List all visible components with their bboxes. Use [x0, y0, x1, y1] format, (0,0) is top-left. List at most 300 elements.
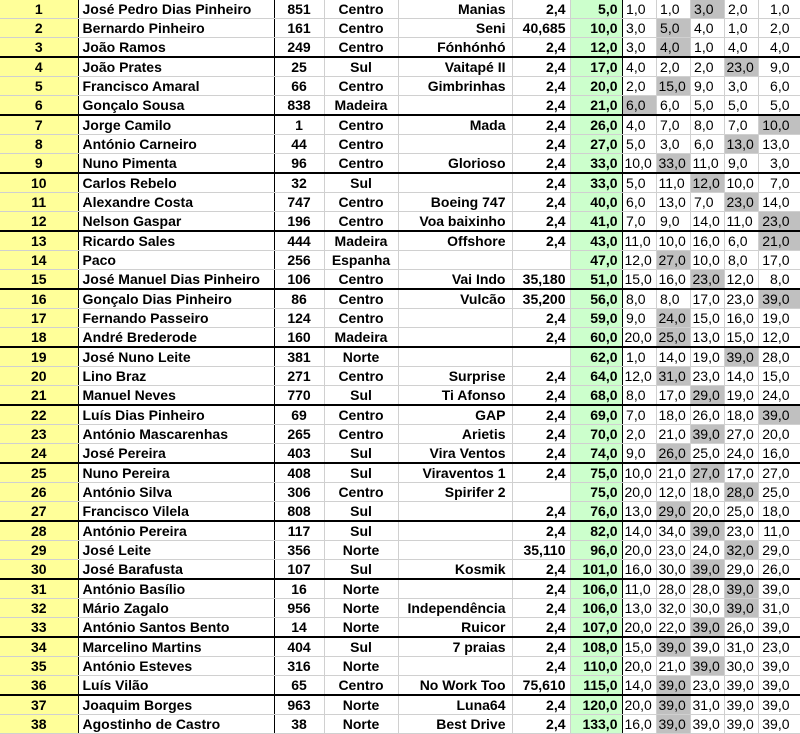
boat-name-cell: Voa baixinho — [398, 212, 512, 232]
race-score-cell: 29,0 — [724, 560, 758, 580]
race-score-cell: 7,0 — [622, 212, 656, 232]
boat-name-cell — [398, 135, 512, 154]
race-score-cell: 12,0 — [622, 251, 656, 270]
region-cell: Sul — [324, 560, 398, 580]
sailor-name-cell: Luís Dias Pinheiro — [78, 405, 274, 425]
race-score-cell: 39,0 — [724, 676, 758, 696]
rating-cell: 2,4 — [512, 135, 570, 154]
race-score-cell: 20,0 — [622, 541, 656, 560]
race-score-cell: 18,0 — [656, 405, 690, 425]
rating-cell: 2,4 — [512, 618, 570, 638]
sailor-name-cell: Paco — [78, 251, 274, 270]
race-score-cell: 9,0 — [622, 444, 656, 464]
boat-name-cell — [398, 521, 512, 541]
rating-cell: 2,4 — [512, 115, 570, 135]
race-score-cell: 5,0 — [622, 173, 656, 193]
sail-number-cell: 66 — [274, 77, 324, 96]
race-score-discarded: 6,0 — [622, 96, 656, 116]
race-score-cell: 9,0 — [724, 154, 758, 174]
race-score-discarded: 39,0 — [656, 676, 690, 696]
race-score-cell: 5,0 — [622, 135, 656, 154]
rating-cell: 2,4 — [512, 521, 570, 541]
race-score-cell: 28,0 — [690, 579, 724, 599]
total-points-cell: 120,0 — [570, 695, 622, 715]
region-cell: Centro — [324, 367, 398, 386]
race-score-discarded: 29,0 — [690, 386, 724, 406]
rating-cell: 2,4 — [512, 38, 570, 58]
race-score-cell: 25,0 — [758, 483, 800, 502]
total-points-cell: 74,0 — [570, 444, 622, 464]
race-score-cell: 31,0 — [724, 637, 758, 657]
race-score-cell: 11,0 — [690, 154, 724, 174]
boat-name-cell: Vira Ventos — [398, 444, 512, 464]
table-row — [0, 695, 800, 715]
race-score-cell: 26,0 — [690, 405, 724, 425]
race-score-cell: 8,0 — [690, 115, 724, 135]
region-cell: Norte — [324, 715, 398, 734]
race-score-cell: 7,0 — [622, 405, 656, 425]
table-row — [0, 0, 800, 19]
boat-name-cell: Boeing 747 — [398, 193, 512, 212]
sailor-name-cell: Bernardo Pinheiro — [78, 19, 274, 38]
race-score-cell: 19,0 — [724, 386, 758, 406]
table-row — [0, 173, 800, 193]
total-points-cell: 101,0 — [570, 560, 622, 580]
boat-name-cell: Manias — [398, 0, 512, 19]
race-score-cell: 4,0 — [690, 19, 724, 38]
table-row — [0, 251, 800, 270]
total-points-cell: 33,0 — [570, 173, 622, 193]
boat-name-cell — [398, 251, 512, 270]
rank-cell: 28 — [0, 521, 78, 541]
sail-number-cell: 96 — [274, 154, 324, 174]
boat-name-cell: Offshore — [398, 231, 512, 251]
race-score-cell: 39,0 — [724, 695, 758, 715]
region-cell: Norte — [324, 579, 398, 599]
boat-name-cell — [398, 541, 512, 560]
boat-name-cell — [398, 502, 512, 522]
rank-cell: 9 — [0, 154, 78, 174]
boat-name-cell: Vaitapé II — [398, 57, 512, 77]
sail-number-cell: 265 — [274, 425, 324, 444]
rank-cell: 27 — [0, 502, 78, 522]
race-score-discarded: 3,0 — [690, 0, 724, 19]
race-score-cell: 2,0 — [690, 57, 724, 77]
sail-number-cell: 38 — [274, 715, 324, 734]
race-score-cell: 18,0 — [690, 483, 724, 502]
race-score-discarded: 39,0 — [758, 289, 800, 309]
sailor-name-cell: António Basílio — [78, 579, 274, 599]
rating-cell: 2,4 — [512, 193, 570, 212]
race-score-cell: 28,0 — [758, 347, 800, 367]
race-score-cell: 26,0 — [758, 560, 800, 580]
table-row — [0, 135, 800, 154]
region-cell: Centro — [324, 676, 398, 696]
rating-cell: 2,4 — [512, 367, 570, 386]
region-cell: Centro — [324, 425, 398, 444]
rating-cell — [512, 251, 570, 270]
boat-name-cell — [398, 309, 512, 328]
race-score-cell: 14,0 — [690, 212, 724, 232]
boat-name-cell: Surprise — [398, 367, 512, 386]
rank-cell: 26 — [0, 483, 78, 502]
table-row — [0, 77, 800, 96]
race-score-cell: 7,0 — [724, 115, 758, 135]
race-score-cell: 34,0 — [656, 521, 690, 541]
race-score-cell: 2,0 — [758, 19, 800, 38]
total-points-cell: 56,0 — [570, 289, 622, 309]
race-score-cell: 25,0 — [690, 444, 724, 464]
race-score-cell: 2,0 — [622, 425, 656, 444]
race-score-cell: 16,0 — [690, 231, 724, 251]
rank-cell: 23 — [0, 425, 78, 444]
table-row — [0, 425, 800, 444]
race-score-cell: 13,0 — [622, 502, 656, 522]
rating-cell: 2,4 — [512, 444, 570, 464]
race-score-cell: 20,0 — [622, 657, 656, 676]
race-score-cell: 23,0 — [690, 367, 724, 386]
region-cell: Centro — [324, 289, 398, 309]
rank-cell: 22 — [0, 405, 78, 425]
table-row — [0, 579, 800, 599]
sail-number-cell: 851 — [274, 0, 324, 19]
table-row — [0, 19, 800, 38]
region-cell: Sul — [324, 637, 398, 657]
total-points-cell: 115,0 — [570, 676, 622, 696]
boat-name-cell: Gimbrinhas — [398, 77, 512, 96]
table-row — [0, 154, 800, 174]
table-row — [0, 289, 800, 309]
rank-cell: 12 — [0, 212, 78, 232]
table-row — [0, 560, 800, 580]
race-score-discarded: 39,0 — [690, 657, 724, 676]
race-score-cell: 24,0 — [758, 386, 800, 406]
race-score-discarded: 39,0 — [690, 425, 724, 444]
race-score-discarded: 29,0 — [656, 502, 690, 522]
table-row — [0, 367, 800, 386]
rating-cell: 2,4 — [512, 212, 570, 232]
region-cell: Centro — [324, 483, 398, 502]
race-score-cell: 19,0 — [758, 309, 800, 328]
sail-number-cell: 271 — [274, 367, 324, 386]
race-score-cell: 39,0 — [758, 715, 800, 734]
table-row — [0, 386, 800, 406]
race-score-cell: 9,0 — [758, 57, 800, 77]
rating-cell: 2,4 — [512, 715, 570, 734]
table-row — [0, 231, 800, 251]
total-points-cell: 5,0 — [570, 0, 622, 19]
rating-cell: 2,4 — [512, 695, 570, 715]
sailor-name-cell: Manuel Neves — [78, 386, 274, 406]
sailor-name-cell: Nuno Pereira — [78, 463, 274, 483]
table-row — [0, 38, 800, 58]
region-cell: Centro — [324, 38, 398, 58]
region-cell: Espanha — [324, 251, 398, 270]
sail-number-cell: 69 — [274, 405, 324, 425]
race-score-cell: 39,0 — [758, 657, 800, 676]
race-score-cell: 23,0 — [656, 541, 690, 560]
race-score-cell: 15,0 — [622, 637, 656, 657]
boat-name-cell: Vulcão — [398, 289, 512, 309]
sail-number-cell: 808 — [274, 502, 324, 522]
race-score-cell: 6,0 — [758, 77, 800, 96]
rank-cell: 34 — [0, 637, 78, 657]
race-score-cell: 16,0 — [622, 715, 656, 734]
race-score-discarded: 25,0 — [656, 328, 690, 348]
race-score-cell: 16,0 — [724, 309, 758, 328]
table-row — [0, 444, 800, 464]
boat-name-cell — [398, 328, 512, 348]
region-cell: Madeira — [324, 231, 398, 251]
race-score-cell: 7,0 — [690, 193, 724, 212]
race-score-cell: 16,0 — [656, 270, 690, 290]
race-score-cell: 8,0 — [622, 386, 656, 406]
sailor-name-cell: Jorge Camilo — [78, 115, 274, 135]
rank-cell: 2 — [0, 19, 78, 38]
race-score-cell: 1,0 — [724, 19, 758, 38]
sailor-name-cell: António Silva — [78, 483, 274, 502]
rank-cell: 21 — [0, 386, 78, 406]
race-score-discarded: 32,0 — [724, 541, 758, 560]
race-score-cell: 14,0 — [724, 367, 758, 386]
sailor-name-cell: José Pereira — [78, 444, 274, 464]
rank-cell: 11 — [0, 193, 78, 212]
sailor-name-cell: António Pereira — [78, 521, 274, 541]
total-points-cell: 51,0 — [570, 270, 622, 290]
rating-cell: 2,4 — [512, 154, 570, 174]
rating-cell: 2,4 — [512, 657, 570, 676]
table-row — [0, 521, 800, 541]
race-score-cell: 3,0 — [656, 135, 690, 154]
table-row — [0, 212, 800, 232]
race-score-cell: 7,0 — [656, 115, 690, 135]
boat-name-cell: Kosmik — [398, 560, 512, 580]
race-score-cell: 23,0 — [724, 521, 758, 541]
region-cell: Centro — [324, 77, 398, 96]
sailor-name-cell: José Pedro Dias Pinheiro — [78, 0, 274, 19]
sailor-name-cell: Lino Braz — [78, 367, 274, 386]
region-cell: Sul — [324, 521, 398, 541]
rank-cell: 36 — [0, 676, 78, 696]
rank-cell: 38 — [0, 715, 78, 734]
rank-cell: 30 — [0, 560, 78, 580]
region-cell: Sul — [324, 463, 398, 483]
race-score-discarded: 39,0 — [724, 579, 758, 599]
total-points-cell: 82,0 — [570, 521, 622, 541]
race-score-cell: 16,0 — [622, 560, 656, 580]
total-points-cell: 27,0 — [570, 135, 622, 154]
region-cell: Madeira — [324, 328, 398, 348]
sail-number-cell: 956 — [274, 599, 324, 618]
sailor-name-cell: Luís Vilão — [78, 676, 274, 696]
region-cell: Sul — [324, 502, 398, 522]
total-points-cell: 68,0 — [570, 386, 622, 406]
sailor-name-cell: Gonçalo Dias Pinheiro — [78, 289, 274, 309]
rank-cell: 1 — [0, 0, 78, 19]
sail-number-cell: 160 — [274, 328, 324, 348]
race-score-cell: 13,0 — [656, 193, 690, 212]
sail-number-cell: 306 — [274, 483, 324, 502]
race-score-cell: 23,0 — [724, 289, 758, 309]
rating-cell: 2,4 — [512, 0, 570, 19]
rank-cell: 33 — [0, 618, 78, 638]
boat-name-cell — [398, 657, 512, 676]
total-points-cell: 69,0 — [570, 405, 622, 425]
table-row — [0, 502, 800, 522]
rank-cell: 10 — [0, 173, 78, 193]
race-score-cell: 1,0 — [656, 0, 690, 19]
sail-number-cell: 196 — [274, 212, 324, 232]
race-score-discarded: 13,0 — [724, 135, 758, 154]
sail-number-cell: 408 — [274, 463, 324, 483]
sail-number-cell: 86 — [274, 289, 324, 309]
total-points-cell: 106,0 — [570, 579, 622, 599]
rank-cell: 4 — [0, 57, 78, 77]
race-score-cell: 4,0 — [622, 57, 656, 77]
race-score-cell: 15,0 — [724, 328, 758, 348]
race-score-discarded: 24,0 — [656, 309, 690, 328]
race-score-cell: 27,0 — [758, 463, 800, 483]
sail-number-cell: 25 — [274, 57, 324, 77]
race-score-cell: 11,0 — [724, 212, 758, 232]
rank-cell: 29 — [0, 541, 78, 560]
boat-name-cell: Glorioso — [398, 154, 512, 174]
sailor-name-cell: Marcelino Martins — [78, 637, 274, 657]
rank-cell: 19 — [0, 347, 78, 367]
sail-number-cell: 249 — [274, 38, 324, 58]
race-score-cell: 10,0 — [690, 251, 724, 270]
race-score-cell: 31,0 — [758, 599, 800, 618]
region-cell: Madeira — [324, 96, 398, 116]
race-score-cell: 6,0 — [622, 193, 656, 212]
region-cell: Centro — [324, 135, 398, 154]
race-score-cell: 7,0 — [758, 173, 800, 193]
race-score-cell: 21,0 — [656, 425, 690, 444]
race-score-discarded: 23,0 — [758, 212, 800, 232]
rating-cell — [512, 483, 570, 502]
sail-number-cell: 65 — [274, 676, 324, 696]
total-points-cell: 108,0 — [570, 637, 622, 657]
race-score-cell: 9,0 — [656, 212, 690, 232]
total-points-cell: 62,0 — [570, 347, 622, 367]
sail-number-cell: 44 — [274, 135, 324, 154]
rating-cell — [512, 347, 570, 367]
race-score-cell: 1,0 — [622, 0, 656, 19]
region-cell: Centro — [324, 19, 398, 38]
race-score-cell: 25,0 — [724, 502, 758, 522]
rating-cell: 35,110 — [512, 541, 570, 560]
sailor-name-cell: António Carneiro — [78, 135, 274, 154]
sailor-name-cell: João Ramos — [78, 38, 274, 58]
sail-number-cell: 838 — [274, 96, 324, 116]
race-score-cell: 14,0 — [622, 521, 656, 541]
sailor-name-cell: Francisco Vilela — [78, 502, 274, 522]
table-row — [0, 309, 800, 328]
boat-name-cell: Spirifer 2 — [398, 483, 512, 502]
boat-name-cell — [398, 173, 512, 193]
race-score-cell: 4,0 — [724, 38, 758, 58]
race-score-cell: 39,0 — [758, 579, 800, 599]
boat-name-cell — [398, 579, 512, 599]
sail-number-cell: 747 — [274, 193, 324, 212]
table-row — [0, 463, 800, 483]
rating-cell: 2,4 — [512, 463, 570, 483]
sail-number-cell: 444 — [274, 231, 324, 251]
race-score-discarded: 27,0 — [656, 251, 690, 270]
race-score-cell: 18,0 — [758, 502, 800, 522]
race-score-discarded: 26,0 — [656, 444, 690, 464]
sailor-name-cell: Nelson Gaspar — [78, 212, 274, 232]
total-points-cell: 96,0 — [570, 541, 622, 560]
race-score-cell: 39,0 — [690, 637, 724, 657]
boat-name-cell — [398, 96, 512, 116]
race-score-cell: 17,0 — [690, 289, 724, 309]
region-cell: Centro — [324, 405, 398, 425]
race-score-cell: 4,0 — [758, 38, 800, 58]
sailor-name-cell: Alexandre Costa — [78, 193, 274, 212]
region-cell: Sul — [324, 57, 398, 77]
race-score-discarded: 39,0 — [656, 695, 690, 715]
race-score-cell: 39,0 — [724, 715, 758, 734]
total-points-cell: 75,0 — [570, 483, 622, 502]
race-score-cell: 3,0 — [622, 38, 656, 58]
rank-cell: 14 — [0, 251, 78, 270]
race-score-discarded: 39,0 — [690, 560, 724, 580]
race-score-cell: 8,0 — [724, 251, 758, 270]
race-score-cell: 1,0 — [622, 347, 656, 367]
rating-cell: 2,4 — [512, 386, 570, 406]
total-points-cell: 107,0 — [570, 618, 622, 638]
sail-number-cell: 14 — [274, 618, 324, 638]
race-score-cell: 23,0 — [690, 676, 724, 696]
race-score-cell: 30,0 — [690, 599, 724, 618]
boat-name-cell: No Work Too — [398, 676, 512, 696]
rank-cell: 35 — [0, 657, 78, 676]
boat-name-cell: Vai Indo — [398, 270, 512, 290]
sailor-name-cell: Mário Zagalo — [78, 599, 274, 618]
race-score-discarded: 31,0 — [656, 367, 690, 386]
total-points-cell: 33,0 — [570, 154, 622, 174]
sail-number-cell: 161 — [274, 19, 324, 38]
race-score-cell: 8,0 — [758, 270, 800, 290]
total-points-cell: 59,0 — [570, 309, 622, 328]
total-points-cell: 26,0 — [570, 115, 622, 135]
sail-number-cell: 963 — [274, 695, 324, 715]
race-score-cell: 14,0 — [656, 347, 690, 367]
table-row — [0, 599, 800, 618]
race-score-discarded: 12,0 — [690, 173, 724, 193]
rank-cell: 18 — [0, 328, 78, 348]
rating-cell: 40,685 — [512, 19, 570, 38]
table-row — [0, 405, 800, 425]
race-score-cell: 20,0 — [690, 502, 724, 522]
race-score-cell: 6,0 — [656, 96, 690, 116]
race-score-discarded: 39,0 — [724, 599, 758, 618]
sail-number-cell: 770 — [274, 386, 324, 406]
region-cell: Centro — [324, 115, 398, 135]
region-cell: Norte — [324, 618, 398, 638]
sailor-name-cell: José Leite — [78, 541, 274, 560]
rank-cell: 3 — [0, 38, 78, 58]
rank-cell: 17 — [0, 309, 78, 328]
rating-cell: 2,4 — [512, 231, 570, 251]
rating-cell: 2,4 — [512, 502, 570, 522]
table-row — [0, 715, 800, 734]
race-score-cell: 22,0 — [656, 618, 690, 638]
race-score-cell: 11,0 — [758, 521, 800, 541]
table-row — [0, 637, 800, 657]
boat-name-cell: Ti Afonso — [398, 386, 512, 406]
